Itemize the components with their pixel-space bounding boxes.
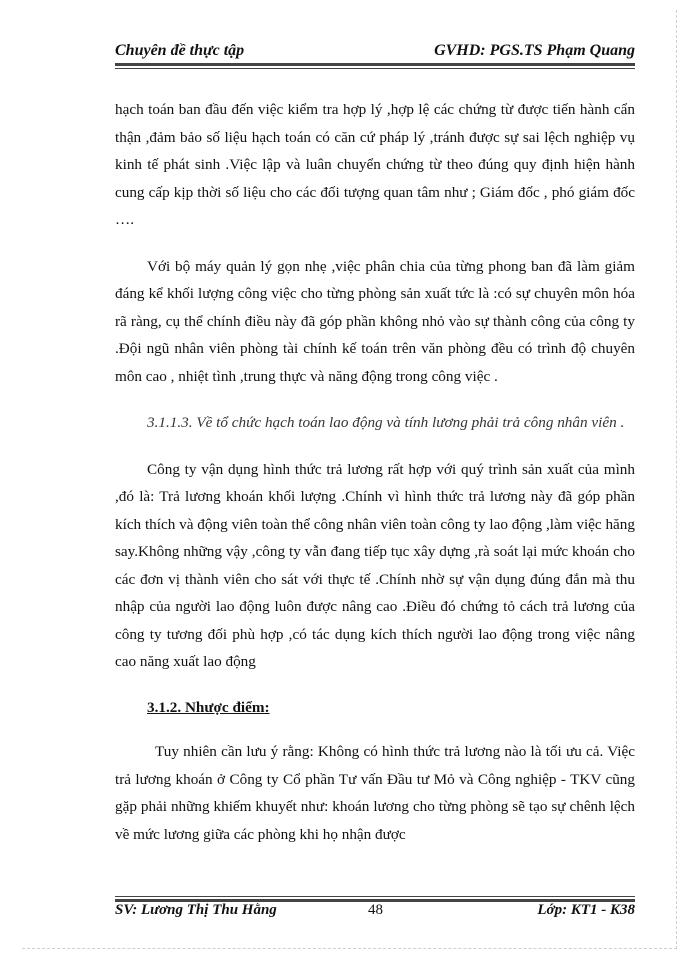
- paragraph-4: Tuy nhiên cần lưu ý rằng: Không có hình thức trả lương nào là tối ưu cả. Việc trả lương khoán ở Công ty Cổ phần Tư vấn Đầu tư Mỏ và Công nghiệp - TKV cũng gặp phải những khiếm khuyết như: khoán lương cho từng phòng sẽ tạo sự chênh lệch về mức lương giữa các phòng khi họ nhận được: [115, 743, 635, 843]
- header-title: Chuyên đề thực tập: [115, 42, 245, 59]
- header-advisor: GVHD: PGS.TS Phạm Quang: [434, 42, 635, 59]
- page-header: [115, 40, 635, 64]
- paragraph-1: hạch toán ban đầu đến việc kiểm tra hợp lý ,hợp lệ các chứng từ được tiến hành cẩn thận ,đảm bảo số liệu hạch toán có căn cứ pháp lý ,tránh được sự sai lệch nghiệp vụ kinh tế phát sinh .Việc lập và luân chuyển chứng từ theo đúng quy định hiện hành cung cấp kịp thời số liệu cho các đối tượng quan tâm như ; Giám đốc , phó giám đốc ….: [115, 101, 635, 228]
- footer-rule-thin: [115, 896, 635, 897]
- paragraph-3: Công ty vận dụng hình thức trả lương rất hợp với quý trình sản xuất của mình ,đó là: Trả lương khoán khối lượng .Chính vì hình thức trả lương này đã góp phần kích thích và động viên toàn thể công nhân viên toàn công ty lao động ,làm việc hăng say.Không những vậy ,công ty vẫn đang tiếp tục xây dựng ,rà soát lại mức khoán cho các đơn vị thành viên cho sát với thực tế .Chính nhờ sự vận dụng đúng đắn mà thu nhập của người lao động luôn được nâng cao .Điều đó chứng tỏ cách trả lương của công ty tương đối phù hợp ,có tác dụng kích thích người lao động trong việc nâng cao năng xuất lao động: [115, 460, 635, 670]
- footer-class: Lớp: KT1 - K38: [537, 902, 635, 918]
- paragraph-2: Với bộ máy quản lý gọn nhẹ ,việc phân chia của từng phong ban đã làm giảm đáng kể khối lượng công việc cho từng phòng sản xuất tức là :có sự chuyên môn hóa rã ràng, cụ thể chính điều này đã góp phần không nhỏ vào sự thành công của công ty .Đội ngũ nhân viên phòng tài chính kế toán trên văn phòng đều có trình độ chuyên môn cao , nhiệt tình ,trung thực và năng động trong công việc .: [115, 257, 635, 385]
- header-rule-thin: [115, 68, 635, 69]
- header-rule: [115, 63, 635, 66]
- footer-student: SV: Lương Thị Thu Hằng: [115, 902, 277, 918]
- subsection-heading: 3.1.1.3. Về tổ chức hạch toán lao động và tính lương phải trả công nhân viên .: [147, 414, 625, 431]
- section-heading: 3.1.2. Nhược điểm:: [147, 698, 270, 716]
- page-footer: [115, 902, 635, 926]
- page-body: [115, 96, 635, 848]
- page-number: 48: [368, 902, 383, 918]
